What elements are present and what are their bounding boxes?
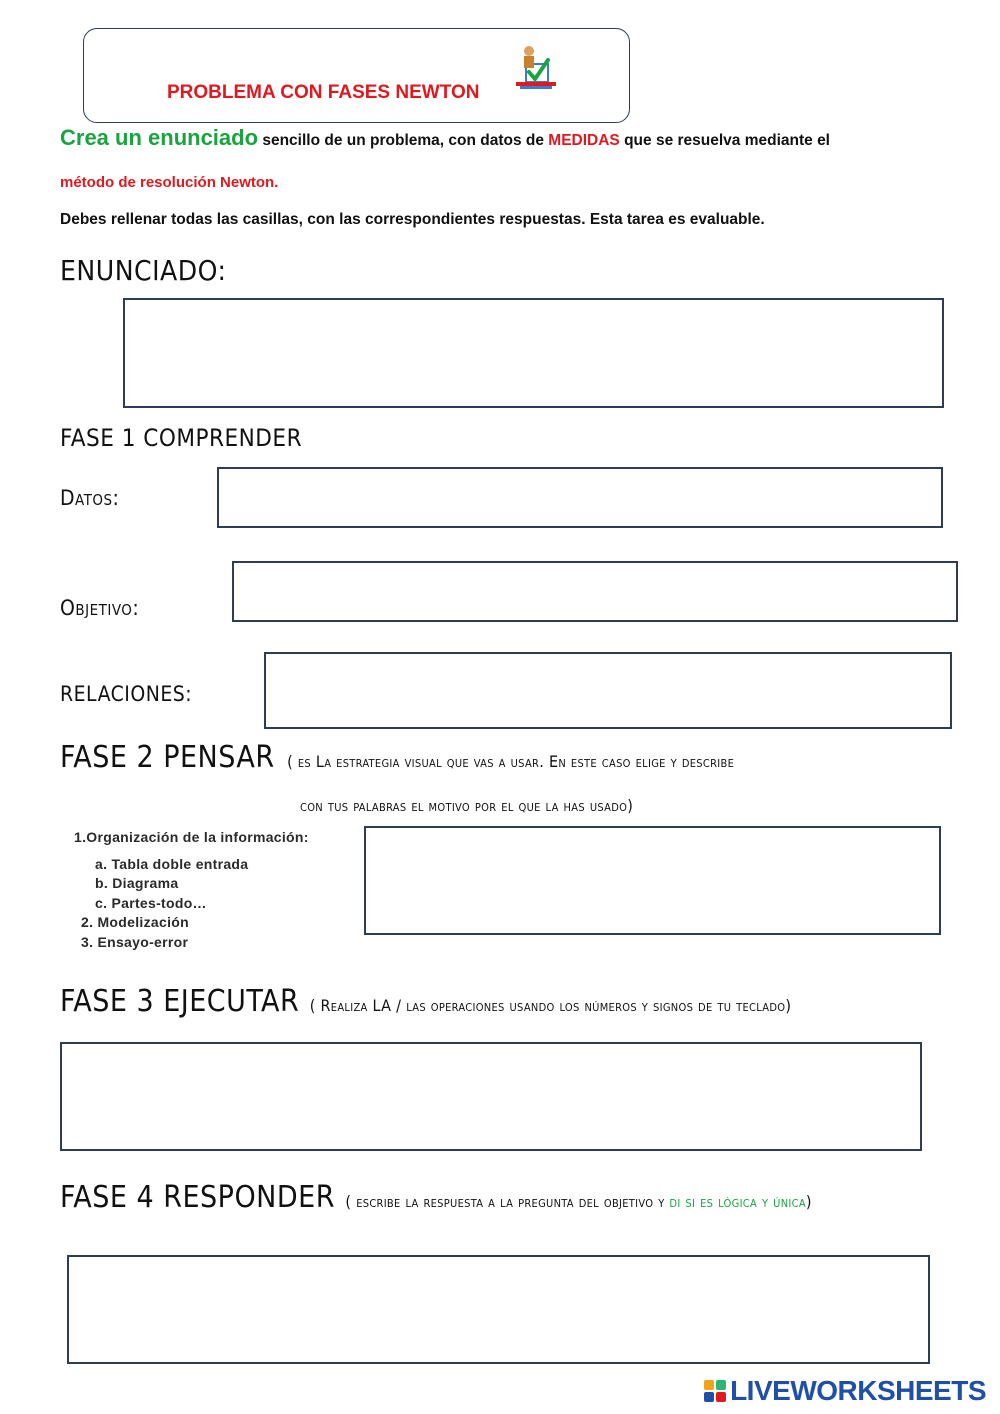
enunciado-heading: ENUNCIADO: (60, 254, 227, 287)
enunciado-field[interactable] (123, 298, 944, 408)
instructions-line-3: Debes rellenar todas las casillas, con las correspondientes respuestas. Esta tarea es evaluable. (60, 211, 765, 228)
fase2-heading-row (60, 740, 734, 775)
datos-field[interactable] (217, 467, 943, 528)
logo-mark-icon (704, 1380, 726, 1402)
page-title: PROBLEMA CON FASES NEWTON (167, 82, 480, 103)
fase4-heading-row (60, 1180, 812, 1215)
fase4-note (345, 1192, 811, 1211)
strategy-options-list (74, 828, 309, 952)
option-tabla: a. Tabla doble entrada (95, 855, 249, 872)
instructions-text-end: que se resuelva mediante el (619, 132, 830, 149)
fase3-heading-row (60, 984, 791, 1019)
logo-text: LIVEWORKSHEETS (730, 1375, 986, 1406)
teacher-checkmark-icon (508, 42, 562, 96)
fase2-note-line2: con tus palabras el motivo por el que la has usado) (300, 796, 634, 815)
fase4-note-end: ) (805, 1192, 812, 1211)
highlight-crea: Crea un enunciado (60, 125, 259, 150)
liveworksheets-logo (704, 1375, 986, 1407)
option-modelizacion: 2. Modelización (81, 914, 189, 930)
option-partes-todo: c. Partes-todo… (95, 894, 207, 911)
objetivo-label: Objetivo: (60, 596, 140, 620)
fase4-heading: FASE 4 RESPONDER (60, 1180, 335, 1215)
highlight-medidas: MEDIDAS (548, 132, 620, 149)
instructions-text: sencillo de un problema, con datos de (258, 132, 549, 149)
fase4-note-text: ( escribe la respuesta a la pregunta del objetivo y (345, 1192, 670, 1211)
relaciones-field[interactable] (264, 652, 952, 729)
fase4-field[interactable] (67, 1255, 930, 1364)
option-diagrama: b. Diagrama (95, 875, 179, 891)
fase3-note: ( Realiza LA / las operaciones usando los números y signos de tu teclado) (309, 996, 792, 1015)
datos-label: Datos: (60, 486, 120, 510)
fase1-heading: FASE 1 COMPRENDER (60, 424, 303, 452)
relaciones-label: RELACIONES: (60, 682, 193, 706)
fase2-field[interactable] (364, 826, 941, 935)
instructions-line-1 (60, 125, 830, 151)
instructions-line-2: método de resolución Newton. (60, 174, 279, 191)
fase3-heading: FASE 3 EJECUTAR (60, 984, 300, 1019)
objetivo-field[interactable] (232, 561, 958, 622)
fase2-heading: FASE 2 PENSAR (60, 740, 275, 775)
option-organizacion: 1.Organización de la información: (74, 829, 309, 845)
option-ensayo-error: 3. Ensayo-error (81, 933, 189, 950)
fase4-note-highlight: di si es lógica y única (669, 1192, 806, 1211)
fase3-field[interactable] (60, 1042, 922, 1151)
fase2-note-line1: ( es La estrategia visual que vas a usar. En este caso elige y describe (287, 752, 735, 771)
